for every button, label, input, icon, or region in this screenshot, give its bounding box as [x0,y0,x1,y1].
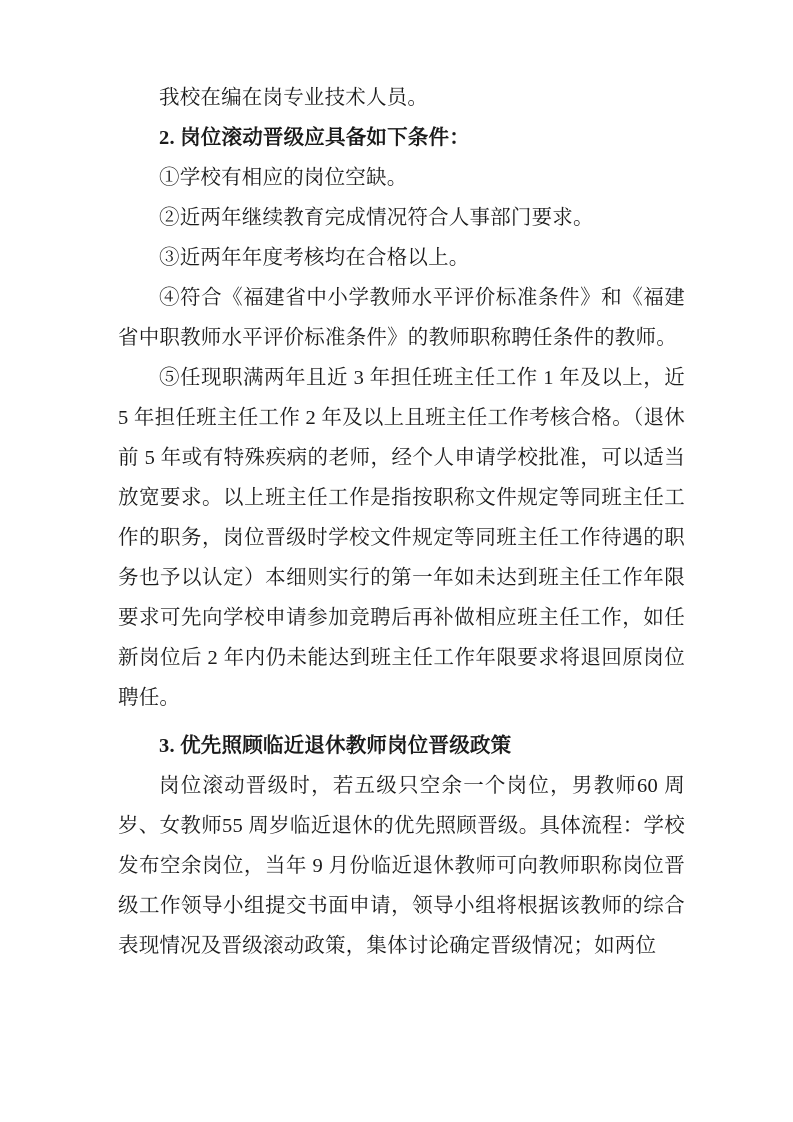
condition-item-5: ⑤任现职满两年且近 3 年担任班主任工作 1 年及以上，近 5 年担任班主任工作 2 年及以上且班主任工作考核合格。（退休前 5 年或有特殊疾病的老师，经个人申请学校批准，可以适当放宽要求。以上班主任工作是指按职称文件规定等同班主任工作的职务，岗位晋级时学校文件规定等同班主任工作待遇的职务也予以认定）本细则实行的第一年如未达到班主任工作年限要求可先向学校申请参加竞聘后再补做相应班主任工作，如任新岗位后 2 年内仍未能达到班主任工作年限要求将退回原岗位聘任。 [118,367,685,709]
condition-item-1: ①学校有相应的岗位空缺。 [159,167,408,189]
paragraph-spacer [118,718,685,726]
condition-item-4: ④符合《福建省中小学教师水平评价标准条件》和《福建省中职教师水平评价标准条件》的教师职称聘任条件的教师。 [118,287,685,349]
document-body [118,78,685,966]
condition-item-2: ②近两年继续教育完成情况符合人事部门要求。 [159,207,594,229]
paragraph-intro: 我校在编在岗专业技术人员。 [159,87,429,109]
condition-item-3: ③近两年年度考核均在合格以上。 [159,247,470,269]
heading-item-3: 3. 优先照顾临近退休教师岗位晋级政策 [159,735,512,757]
paragraph-policy-detail: 岗位滚动晋级时，若五级只空余一个岗位，男教师60 周岁、女教师55 周岁临近退休的优先照顾晋级。具体流程：学校发布空余岗位，当年 9 月份临近退休教师可向教师职称岗位晋级工作领导小组提交书面申请，领导小组将根据该教师的综合表现情况及晋级滚动政策，集体讨论确定晋级情况；如两位 [118,775,685,957]
heading-item-2: 2. 岗位滚动晋级应具备如下条件： [159,127,470,149]
